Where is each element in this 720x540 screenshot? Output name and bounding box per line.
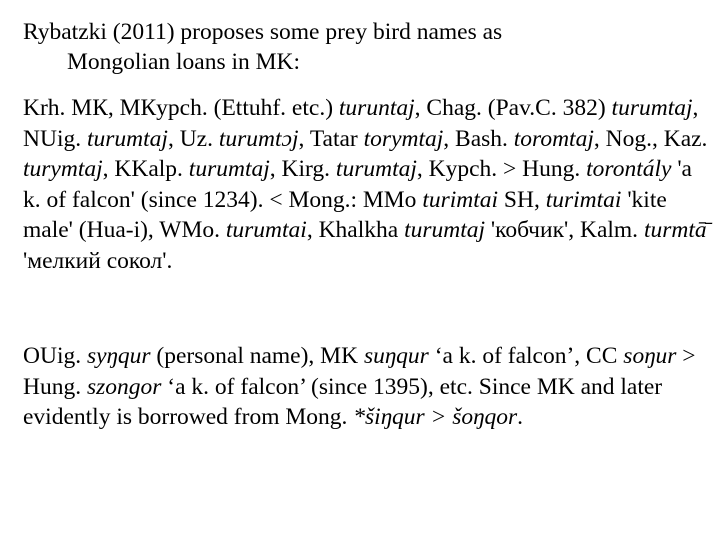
intro-line-2: Mongolian loans in MK: [67,49,301,75]
text-run: ‘a k. of falcon’, CC [428,343,624,369]
text-run: , Khalkha [306,217,405,243]
text-run: . [517,404,524,430]
text-run: , Uz. [167,125,219,152]
italic-term: turumtaj [404,217,486,243]
paragraph-sungqur [23,341,709,433]
text-run: , NUig. [23,95,699,152]
italic-term: *šiŋqur > šoŋqor [353,404,518,430]
italic-term: szongor [86,373,162,400]
text-run: Krh. МК, МКypch. (Ettuhf. etc.) [23,95,339,121]
italic-term: torymtaj [363,125,444,152]
italic-term: turmtā̄ [643,217,707,243]
text-run: , Kypch. > Hung. [416,156,587,182]
text-run: ‘a k. of falcon’ (since 1395), etc. Since MK and later evidently is borrowed from Mong. [23,373,663,430]
text-run: , Chag. (Pav.C. 382) [414,95,612,121]
text-run: SH, [498,186,546,213]
italic-term: turumtai [225,217,307,243]
italic-term: suŋqur [363,343,429,369]
text-run: 'a k. of falcon' (since 1234). < Mong.: MMo [23,156,692,213]
text-run: > Hung. [23,343,696,400]
italic-term: turimtai [422,186,499,213]
italic-term: turumtaj [611,95,693,121]
text-run: , KKalp. [102,156,189,182]
text-run: OUig. [23,343,87,369]
text-run: 'кобчик', Kalm. [485,217,644,243]
text-run: , Tatar [298,125,364,152]
italic-term: turymtaj [23,156,103,182]
italic-term: turumtaj [335,156,417,182]
text-run: , Kirg. [269,156,336,182]
italic-term: soŋur [623,343,677,369]
text-run: , Bash. [443,125,514,152]
italic-term: toromtaj [513,125,594,152]
intro-text [23,17,709,77]
italic-term: turumtaj [188,156,270,182]
italic-term: turumtaj [86,125,168,152]
italic-term: turumtɔj [218,125,299,152]
text-run: 'kite male' (Hua-i), WMo. [23,186,667,243]
paragraph-turumtaj [23,93,709,276]
italic-term: torontály [586,156,672,182]
text-run: 'мелкий сокол'. [23,247,173,274]
intro-line-1: Rybatzki (2011) proposes some prey bird names as [23,19,503,45]
text-run: , Nog., Kaz. [593,125,708,152]
italic-term: turuntaj [338,95,415,121]
italic-term: turimtai [545,186,622,213]
text-run: (personal name), MK [150,343,364,369]
italic-term: syŋqur [86,343,151,369]
